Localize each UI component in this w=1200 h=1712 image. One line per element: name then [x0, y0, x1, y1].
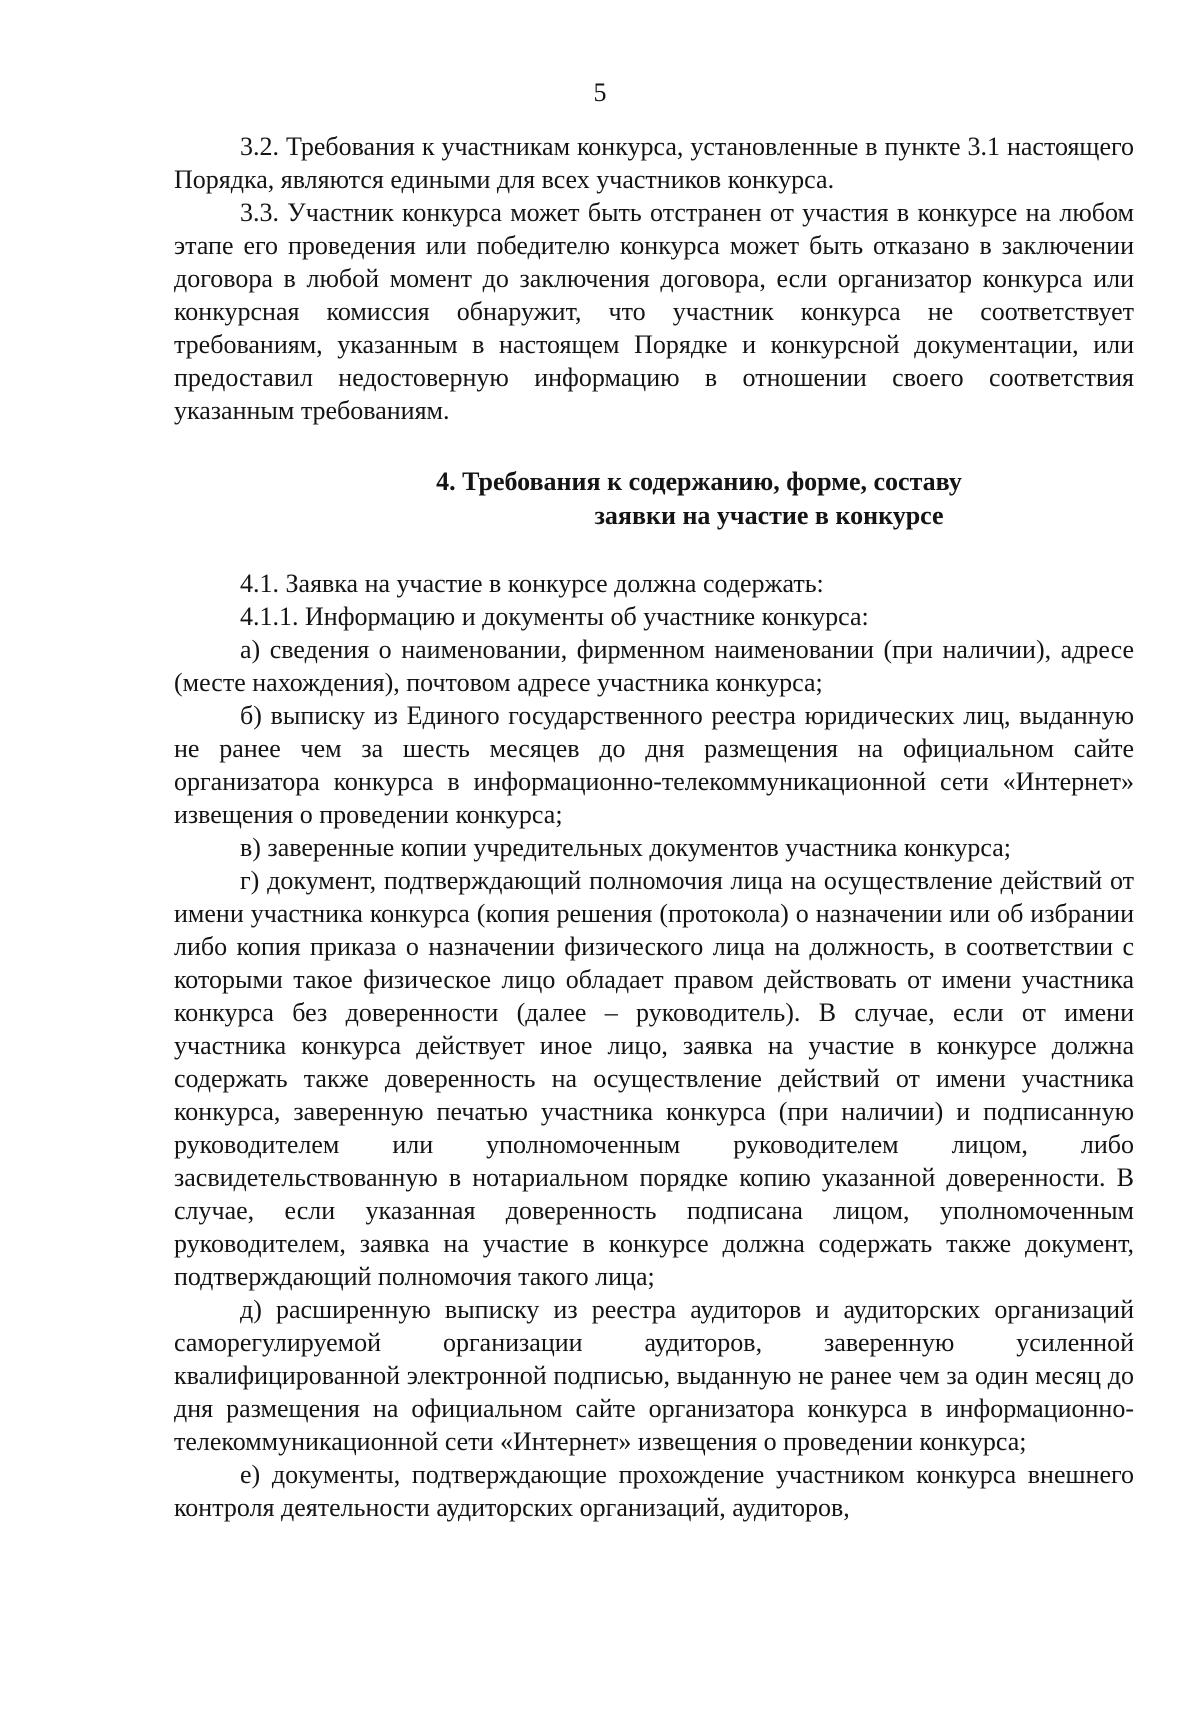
list-item-e: е) документы, подтверждающие прохождение участником конкурса внешнего контроля деятельности аудиторских организаций, аудиторов, — [174, 1460, 1134, 1522]
document-body — [174, 130, 1134, 1524]
page-number: 5 — [593, 78, 607, 107]
paragraph-4-1: 4.1. Заявка на участие в конкурсе должна содержать: — [240, 569, 824, 598]
paragraph-3-2: 3.2. Требования к участникам конкурса, установленные в пункте 3.1 настоящего Порядка, являются едиными для всех участников конкурса. — [174, 132, 1134, 194]
list-item-v: в) заверенные копии учредительных документов участника конкурса; — [240, 833, 1011, 862]
list-item-d: д) расширенную выписку из реестра аудиторов и аудиторских организаций саморегулируемой организации аудиторов, заверенную усиленной квалифицированной электронной подписью, выданную не ранее чем за один месяц до дня размещения на официальном сайте организатора конкурса в информационно-телекоммуникационной сети «Интернет» извещения о проведении конкурса; — [174, 1295, 1134, 1456]
list-item-g: г) документ, подтверждающий полномочия лица на осуществление действий от имени участника конкурса (копия решения (протокола) о назначении или об избрании либо копия приказа о назначении физического лица на должность, в соответствии с которыми такое физическое лицо обладает правом действовать от имени участника конкурса без доверенности (далее – руководитель). В случае, если от имени участника конкурса действует иное лицо, заявка на участие в конкурсе должна содержать также доверенность на осуществление действий от имени участника конкурса, заверенную печатью участника конкурса (при наличии) и подписанную руководителем или уполномоченным руководителем лицом, либо засвидетельствованную в нотариальном порядке копию указанной доверенности. В случае, если указанная доверенность подписана лицом, уполномоченным руководителем, заявка на участие в конкурсе должна содержать также документ, подтверждающий полномочия такого лица; — [174, 866, 1134, 1291]
section-4-heading — [174, 465, 1134, 533]
section-4-heading-line1: 4. Требования к содержанию, форме, составу — [436, 467, 962, 496]
list-item-a: а) сведения о наименовании, фирменном наименовании (при наличии), адресе (месте нахождения), почтовом адресе участника конкурса; — [174, 635, 1134, 697]
paragraph-3-3: 3.3. Участник конкурса может быть отстранен от участия в конкурсе на любом этапе его проведения или победителю конкурса может быть отказано в заключении договора в любой момент до заключения договора, если организатор конкурса или конкурсная комиссия обнаружит, что участник конкурса не соответствует требованиям, указанным в настоящем Порядке и конкурсной документации, или предоставил недостоверную информацию в отношении своего соответствия указанным требованиям. — [174, 198, 1134, 425]
paragraph-4-1-1: 4.1.1. Информацию и документы об участнике конкурса: — [240, 602, 869, 631]
section-4-heading-line2: заявки на участие в конкурсе — [594, 501, 944, 530]
list-item-b: б) выписку из Единого государственного реестра юридических лиц, выданную не ранее чем за шесть месяцев до дня размещения на официальном сайте организатора конкурса в информационно-телекоммуникационной сети «Интернет» извещения о проведении конкурса; — [174, 701, 1134, 829]
